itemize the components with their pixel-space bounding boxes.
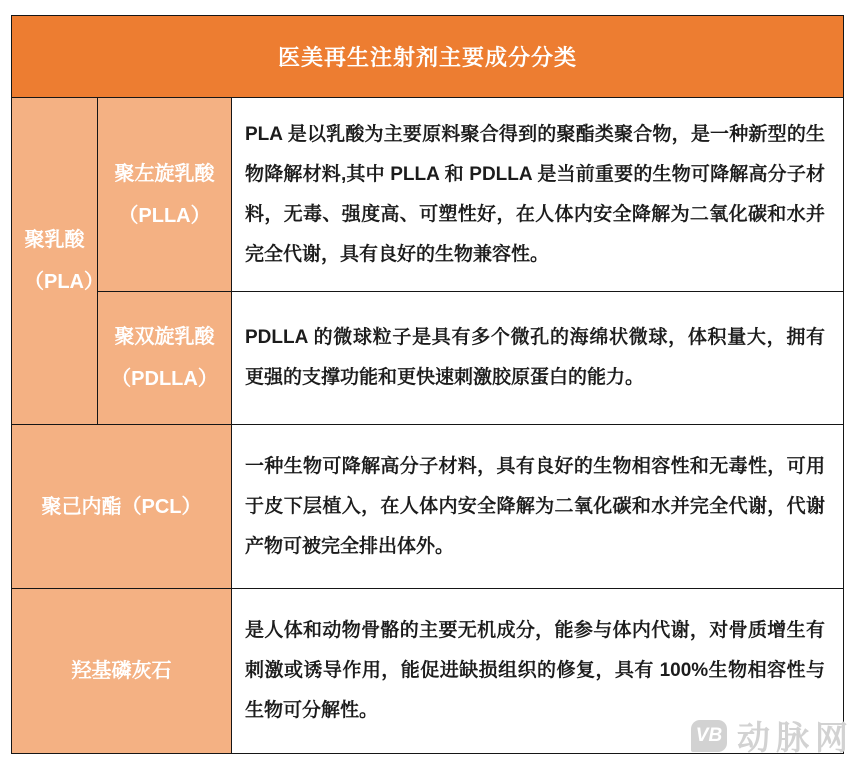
vb-logo-icon: VB <box>691 720 727 752</box>
vbdata-watermark <box>691 712 854 759</box>
table-title: 医美再生注射剂主要成分分类 <box>12 16 844 98</box>
row-label-plla: 聚左旋乳酸（PLLA） <box>98 98 232 292</box>
classification-table <box>11 15 844 754</box>
row-label-hydroxyapatite: 羟基磷灰石 <box>12 589 232 754</box>
row-desc-hydroxyapatite: 是人体和动物骨骼的主要无机成分，能参与体内代谢，对骨质增生有刺激或诱导作用，能促进缺损组织的修复，具有 100%生物相容性与生物可分解性。 <box>232 589 844 754</box>
table-row-pdlla <box>12 292 844 425</box>
table-row-pcl <box>12 425 844 589</box>
row-desc-pdlla: PDLLA 的微球粒子是具有多个微孔的海绵状微球，体积量大，拥有更强的支撑功能和更快速刺激胶原蛋白的能力。 <box>232 292 844 425</box>
watermark-brand-text: 动脉网 <box>737 719 854 756</box>
group-label-pla: 聚乳酸（PLA） <box>12 98 98 425</box>
row-label-pdlla: 聚双旋乳酸（PDLLA） <box>98 292 232 425</box>
header-row <box>12 16 844 98</box>
row-desc-plla: PLA 是以乳酸为主要原料聚合得到的聚酯类聚合物，是一种新型的生物降解材料,其中 PLLA 和 PDLLA 是当前重要的生物可降解高分子材料，无毒、强度高、可塑性好，在人体内安全降解为二氧化碳和水并完全代谢，具有良好的生物兼容性。 <box>232 98 844 292</box>
row-desc-pcl: 一种生物可降解高分子材料，具有良好的生物相容性和无毒性，可用于皮下层植入，在人体内安全降解为二氧化碳和水并完全代谢，代谢产物可被完全排出体外。 <box>232 425 844 589</box>
row-label-pcl: 聚己内酯（PCL） <box>12 425 232 589</box>
table-row-plla <box>12 98 844 292</box>
